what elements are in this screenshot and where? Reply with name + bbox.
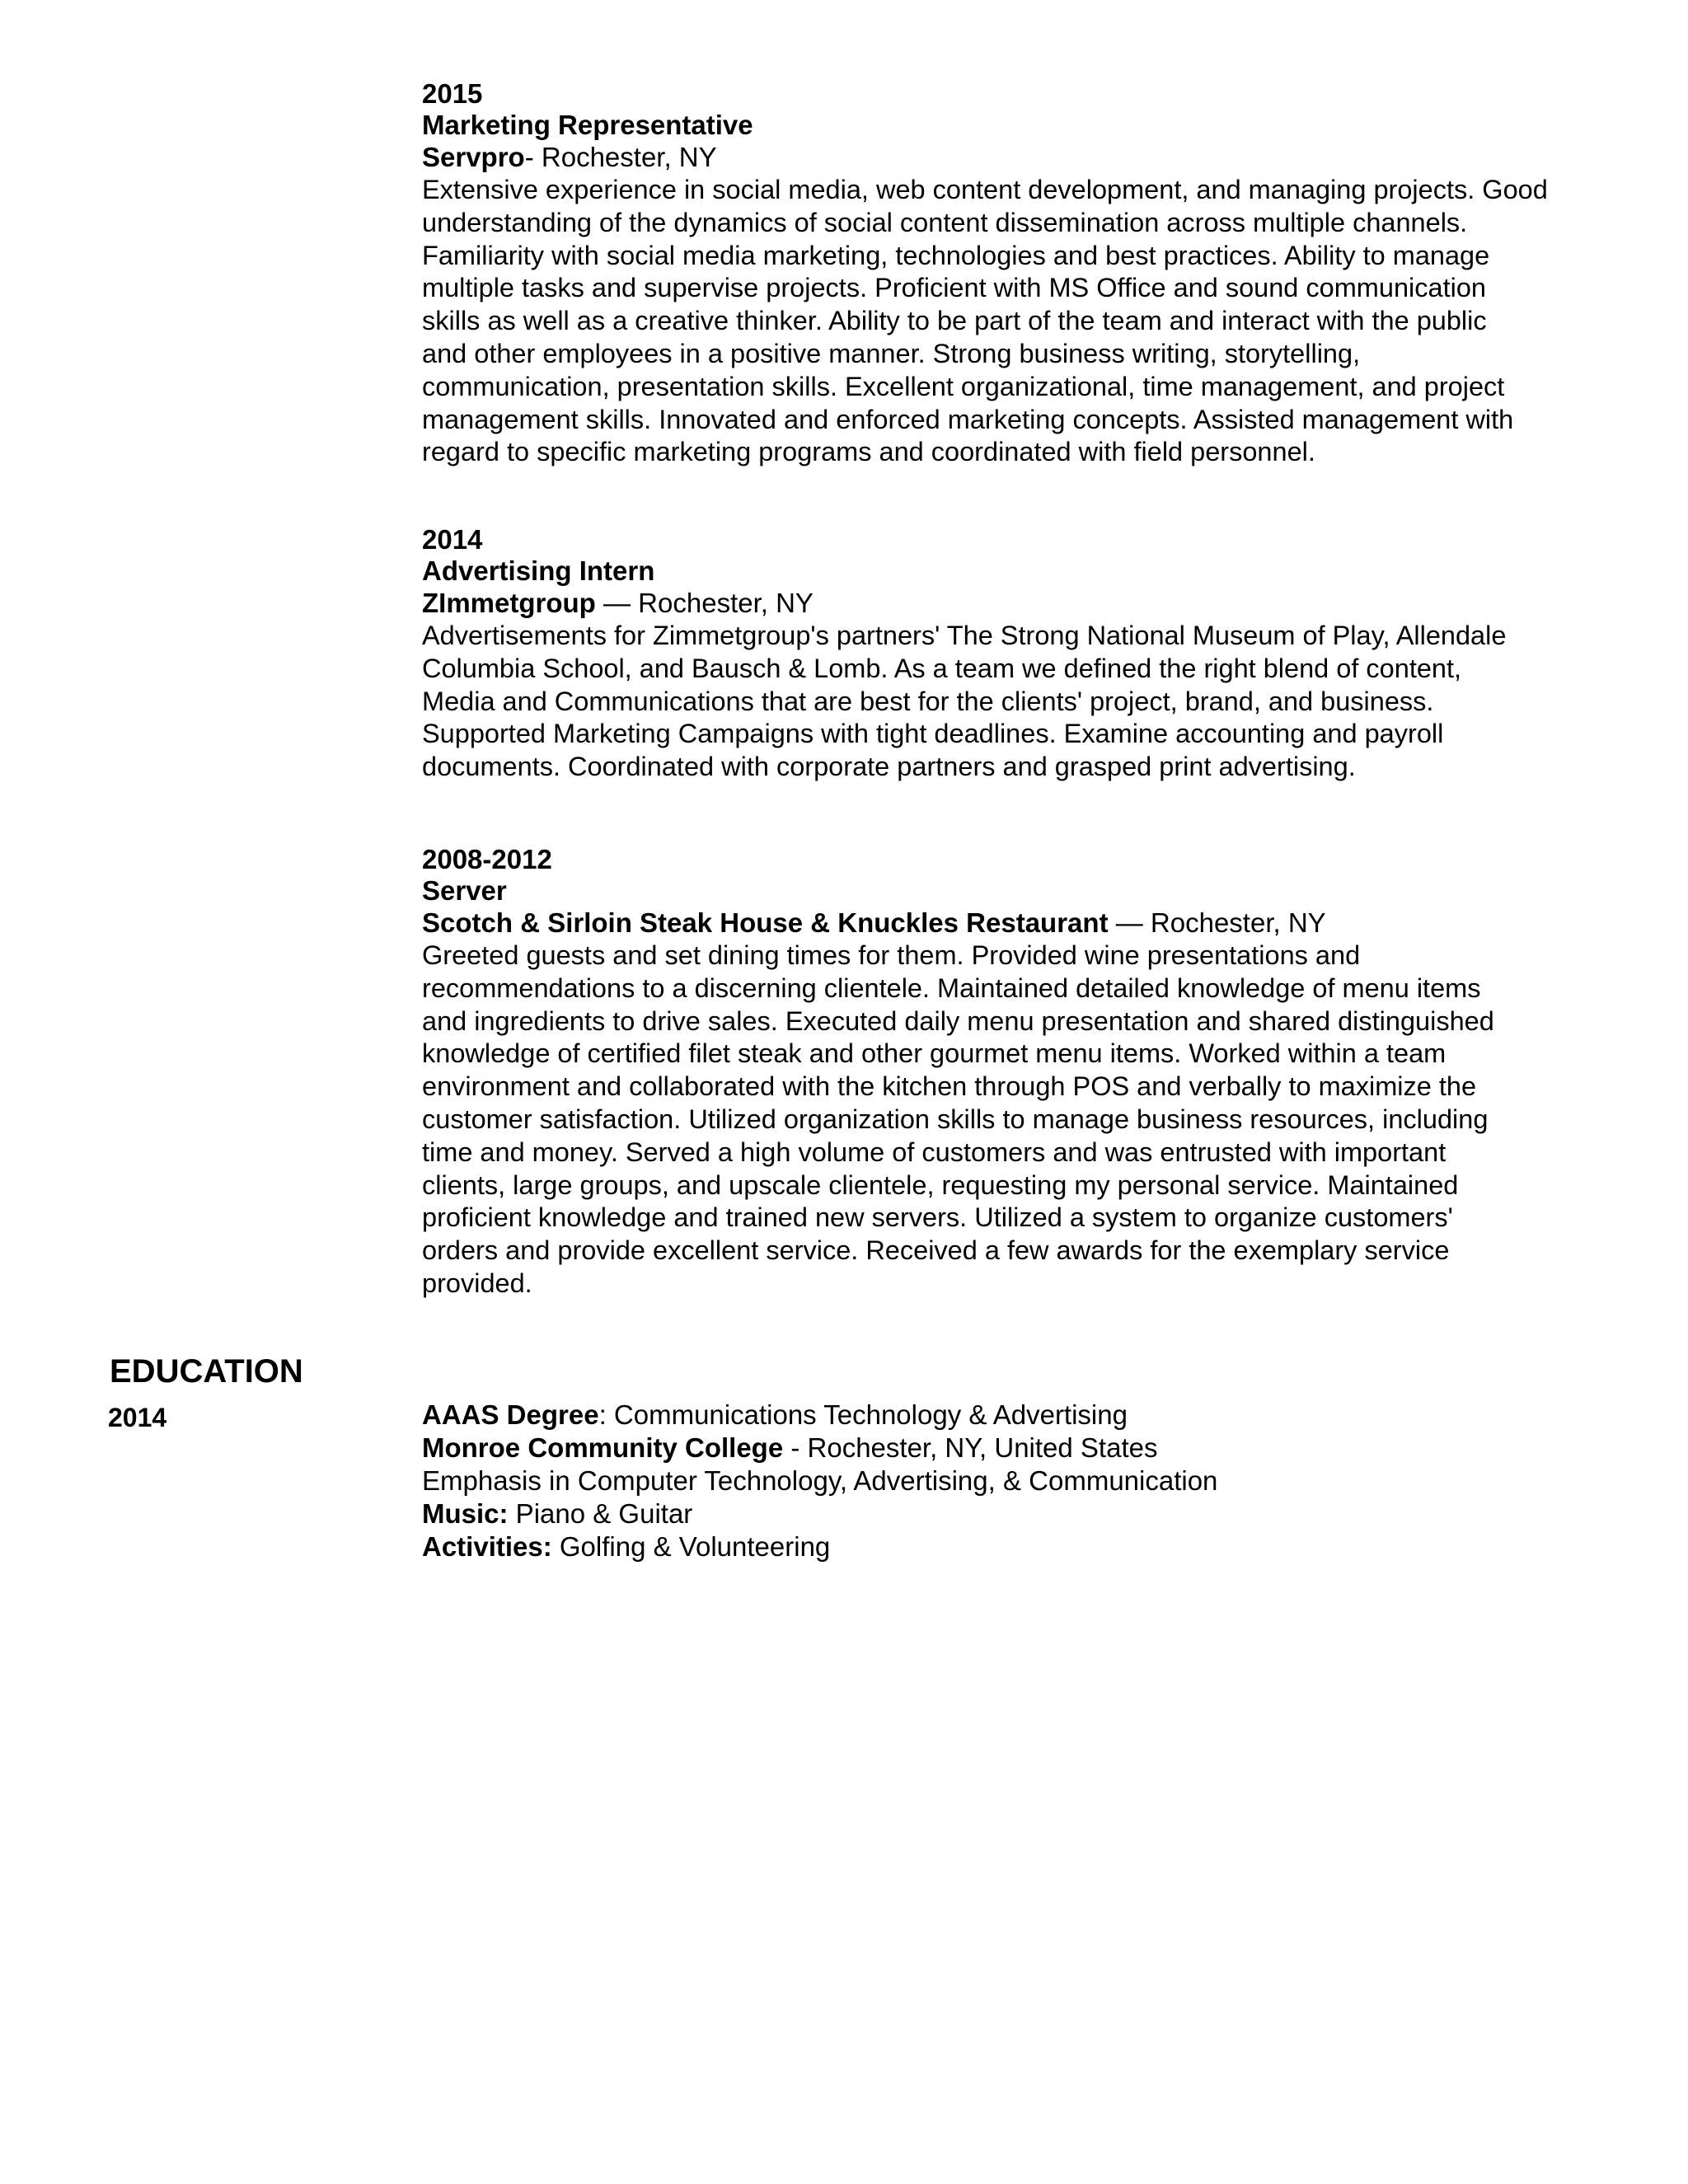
job-description: [422, 620, 1625, 784]
job-title: Server: [422, 875, 507, 906]
music-line: [422, 1497, 1625, 1530]
description-line: customer satisfaction. Utilized organization skills to manage business resources, including: [422, 1104, 1489, 1134]
description-line: time and money. Served a high volume of customers and was entrusted with important: [422, 1137, 1447, 1167]
description-line: proficient knowledge and trained new servers. Utilized a system to organize customers': [422, 1202, 1453, 1233]
activities-line: [422, 1530, 1625, 1563]
job-year: 2008-2012: [422, 844, 552, 874]
description-line: regard to specific marketing programs and coordinated with field personnel.: [422, 437, 1315, 467]
experience-entry-scotch-sirloin: [422, 844, 1625, 1301]
experience-entry-servpro: [422, 78, 1625, 469]
emphasis-line: Emphasis in Computer Technology, Advertising, & Communication: [422, 1465, 1218, 1496]
description-line: Columbia School, and Bausch & Lomb. As a team we defined the right blend of content,: [422, 653, 1462, 683]
description-line: multiple tasks and supervise projects. Proficient with MS Office and sound communication: [422, 273, 1486, 303]
school-line: [422, 1432, 1625, 1465]
description-line: documents. Coordinated with corporate partners and grasped print advertising.: [422, 752, 1356, 782]
description-line: recommendations to a discerning clientele. Maintained detailed knowledge of menu items: [422, 972, 1481, 1003]
description-line: skills as well as a creative thinker. Ability to be part of the team and interact with the public: [422, 306, 1487, 336]
job-company: Servpro: [422, 142, 525, 172]
job-title: Advertising Intern: [422, 555, 655, 586]
job-location: Rochester, NY: [1150, 907, 1326, 938]
description-line: Greeted guests and set dining times for them. Provided wine presentations and: [422, 940, 1361, 970]
school-name: Monroe Community College: [422, 1432, 784, 1463]
job-company: ZImmetgroup: [422, 588, 596, 618]
job-location: Rochester, NY: [541, 142, 717, 172]
description-line: understanding of the dynamics of social content dissemination across multiple channels.: [422, 207, 1468, 237]
job-location: Rochester, NY: [638, 588, 814, 618]
description-line: Media and Communications that are best for the clients' project, brand, and business.: [422, 686, 1434, 716]
job-separator: —: [595, 588, 639, 618]
degree-label: AAAS Degree: [422, 1399, 599, 1430]
experience-entry-zimmetgroup: [422, 524, 1625, 784]
job-company-line: [422, 587, 1625, 620]
school-location: - Rochester, NY, United States: [783, 1432, 1158, 1463]
description-line: knowledge of certified filet steak and other gourmet menu items. Worked within a team: [422, 1038, 1447, 1069]
activities-value: Golfing & Volunteering: [551, 1531, 831, 1562]
education-heading: EDUCATION: [110, 1353, 303, 1390]
description-line: Familiarity with social media marketing, technologies and best practices. Ability to manage: [422, 240, 1490, 270]
description-line: communication, presentation skills. Excellent organizational, time management, and project: [422, 371, 1505, 401]
education-year: 2014: [108, 1403, 167, 1432]
activities-label: Activities:: [422, 1531, 552, 1562]
job-separator: -: [524, 142, 542, 172]
music-label: Music:: [422, 1498, 509, 1529]
description-line: orders and provide excellent service. Received a few awards for the exemplary service: [422, 1235, 1450, 1266]
degree-value: : Communications Technology & Advertising: [598, 1399, 1128, 1430]
job-year: 2015: [422, 78, 483, 109]
education-entry: [422, 1399, 1625, 1563]
job-description: [422, 940, 1625, 1301]
description-line: Advertisements for Zimmetgroup's partners' The Strong National Museum of Play, Allendale: [422, 621, 1507, 650]
description-line: Extensive experience in social media, web content development, and managing projects. Good: [422, 175, 1548, 204]
degree-line: [422, 1399, 1625, 1432]
description-line: and other employees in a positive manner. Strong business writing, storytelling,: [422, 338, 1361, 368]
description-line: environment and collaborated with the kitchen through POS and verbally to maximize the: [422, 1071, 1477, 1102]
job-company-line: [422, 907, 1625, 940]
music-value: Piano & Guitar: [508, 1498, 693, 1529]
job-title: Marketing Representative: [422, 110, 753, 140]
job-separator: —: [1108, 907, 1151, 938]
description-line: management skills. Innovated and enforced marketing concepts. Assisted management with: [422, 404, 1514, 434]
description-line: and ingredients to drive sales. Executed daily menu presentation and shared distinguished: [422, 1005, 1494, 1036]
job-description: [422, 174, 1625, 469]
description-line: Supported Marketing Campaigns with tight deadlines. Examine accounting and payroll: [422, 719, 1444, 749]
job-company-line: [422, 141, 1625, 174]
job-company: Scotch & Sirloin Steak House & Knuckles Restaurant: [422, 907, 1109, 938]
job-year: 2014: [422, 524, 483, 555]
description-line: clients, large groups, and upscale clientele, requesting my personal service. Maintained: [422, 1169, 1459, 1200]
description-line: provided.: [422, 1268, 532, 1298]
